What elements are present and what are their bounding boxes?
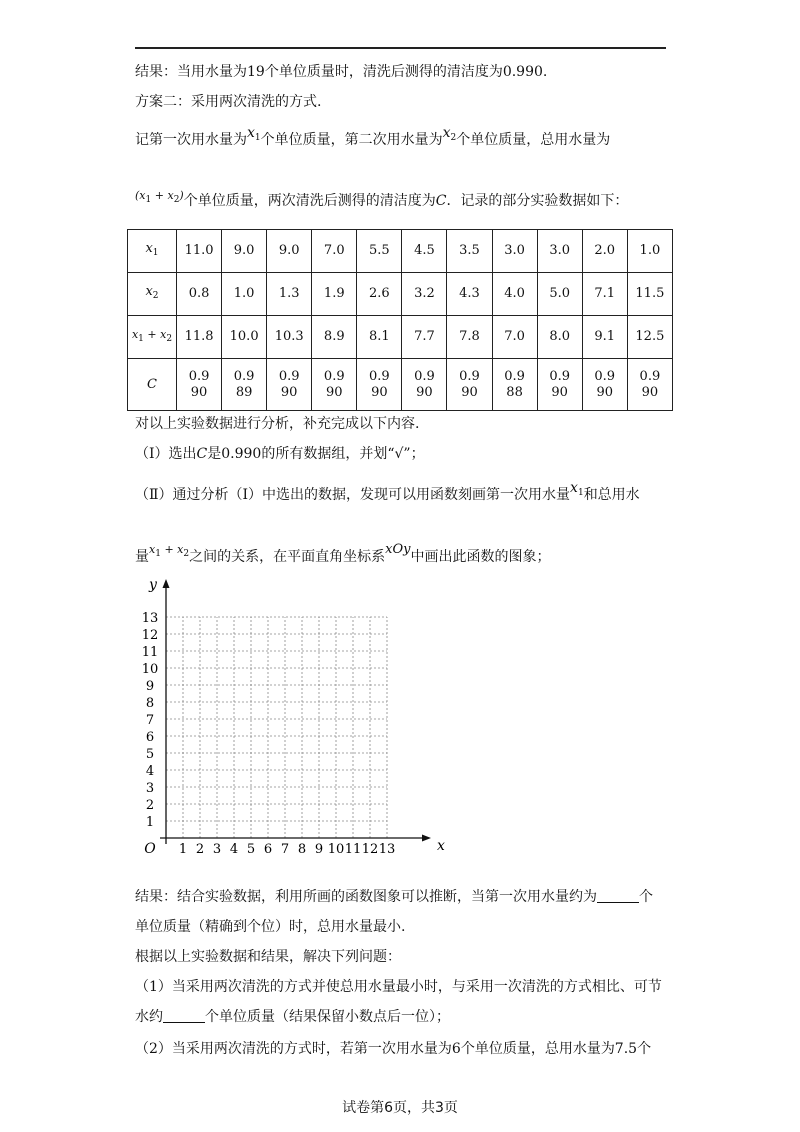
- page-footer: 试卷第6页，共3页: [342, 1100, 458, 1116]
- x-axis-label: x: [437, 838, 445, 854]
- table-cell: 9.0: [222, 230, 267, 273]
- table-cell: 11.5: [627, 273, 672, 316]
- sum-expression: x1 + x2: [149, 543, 190, 559]
- x-tick-label: 9: [314, 842, 324, 857]
- x-tick-label: 12: [361, 842, 379, 857]
- table-cell: 0.8: [177, 273, 222, 316]
- definition-line: 记第一次用水量为$x_1$个单位质量，第二次用水量为$x_2$个单位质量，总用水量为: [135, 125, 611, 148]
- origin-label: O: [144, 841, 156, 857]
- table-cell: 0.990: [537, 359, 582, 411]
- table-cell: 11.8: [177, 316, 222, 359]
- table-row: [128, 359, 673, 411]
- answer-blank[interactable]: [163, 1008, 205, 1023]
- table-cell: 4.0: [492, 273, 537, 316]
- header-rule: [135, 47, 666, 49]
- row-header-x1: $x_1$: [128, 230, 177, 273]
- y-tick-label: 9: [145, 679, 155, 694]
- table-cell: 3.0: [492, 230, 537, 273]
- table-cell: 2.0: [582, 230, 627, 273]
- table-cell: 10.0: [222, 316, 267, 359]
- answer-blank[interactable]: [597, 888, 639, 903]
- y-tick-label: 8: [145, 696, 155, 711]
- table-cell: 0.990: [267, 359, 312, 411]
- row-header-c: C: [128, 359, 177, 411]
- table-row: [128, 230, 673, 273]
- table-cell: 4.3: [447, 273, 492, 316]
- table-cell: 5.5: [357, 230, 402, 273]
- table-cell: 8.0: [537, 316, 582, 359]
- y-tick-label: 10: [141, 662, 159, 677]
- table-cell: 3.2: [402, 273, 447, 316]
- x2-symbol: $x_2$: [442, 125, 457, 143]
- y-tick-label: 2: [145, 798, 155, 813]
- total-water-line: $^{(x_1 + x_2)}$个单位质量，两次清洗后测得的清洁度为C．记录的部分实验数据如下：: [135, 189, 629, 209]
- table-cell: 7.7: [402, 316, 447, 359]
- table-cell: 0.990: [357, 359, 402, 411]
- table-cell: 7.1: [582, 273, 627, 316]
- result-line-1: 结果：当用水量为19个单位质量时，清洗后测得的清洁度为0.990.: [135, 64, 548, 80]
- x-tick-label: 5: [246, 842, 256, 857]
- table-cell: 0.990: [447, 359, 492, 411]
- x1-symbol: $x_1$: [247, 125, 261, 143]
- sum-expression: (x1 + x2): [135, 189, 184, 205]
- table-cell: 8.9: [312, 316, 357, 359]
- task-one-line: （Ⅰ）选出C是0.990的所有数据组，并划“√”；: [135, 446, 425, 462]
- table-cell: 0.990: [177, 359, 222, 411]
- table-cell: 9.1: [582, 316, 627, 359]
- y-tick-label: 12: [141, 628, 159, 643]
- x-tick-label: 8: [297, 842, 307, 857]
- task-two-line-2: 量$^{x_1 + x_2}$之间的关系，在平面直角坐标系xOy中画出此函数的图象；: [135, 542, 551, 565]
- y-tick-label: 13: [141, 611, 159, 626]
- y-tick-label: 11: [141, 645, 159, 660]
- y-tick-label: 1: [145, 815, 155, 830]
- table-cell: 1.0: [222, 273, 267, 316]
- table-row: [128, 316, 673, 359]
- row-header-sum: $x_1 + x_2$: [128, 316, 177, 359]
- table-cell: 1.0: [627, 230, 672, 273]
- table-cell: 0.990: [582, 359, 627, 411]
- analysis-line: 对以上实验数据进行分析，补充完成以下内容.: [135, 416, 420, 432]
- table-cell: 2.6: [357, 273, 402, 316]
- table-cell: 3.0: [537, 230, 582, 273]
- table-cell: 0.990: [627, 359, 672, 411]
- table-cell: 9.0: [267, 230, 312, 273]
- x1-symbol: $x_1$: [570, 480, 584, 498]
- task-two-line: （Ⅱ）通过分析（Ⅰ）中选出的数据，发现可以用函数刻画第一次用水量$x_1$和总用水: [135, 480, 640, 503]
- table-cell: 7.0: [492, 316, 537, 359]
- y-tick-label: 4: [145, 764, 155, 779]
- x-tick-label: 6: [263, 842, 273, 857]
- x-tick-label: 7: [280, 842, 290, 857]
- table-cell: 3.5: [447, 230, 492, 273]
- table-cell: 1.9: [312, 273, 357, 316]
- x-tick-label: 10: [327, 842, 345, 857]
- x-tick-label: 4: [229, 842, 239, 857]
- solve-intro-line: 根据以上实验数据和结果，解决下列问题：: [135, 949, 401, 965]
- coordinate-grid-chart: [130, 575, 445, 860]
- plan-two-line: 方案二：采用两次清洗的方式.: [135, 94, 322, 110]
- x-tick-label: 3: [212, 842, 222, 857]
- question-two-line: （2）当采用两次清洗的方式时，若第一次用水量为6个单位质量，总用水量为7.5个: [135, 1041, 652, 1057]
- y-tick-label: 3: [145, 781, 155, 796]
- table-cell: 0.990: [312, 359, 357, 411]
- result-line-3: 单位质量（精确到个位）时，总用水量最小.: [135, 919, 406, 935]
- y-tick-label: 6: [145, 730, 155, 745]
- table-cell: 1.3: [267, 273, 312, 316]
- table-row: [128, 273, 673, 316]
- experiment-data-table: [127, 229, 673, 411]
- table-cell: 10.3: [267, 316, 312, 359]
- table-cell: 5.0: [537, 273, 582, 316]
- x-tick-label: 11: [344, 842, 362, 857]
- result-line-2: 结果：结合实验数据，利用所画的函数图象可以推断，当第一次用水量约为 个: [135, 889, 653, 905]
- y-axis-label: y: [149, 577, 157, 593]
- table-cell: 7.8: [447, 316, 492, 359]
- y-axis-arrow: [163, 579, 170, 588]
- table-cell: 7.0: [312, 230, 357, 273]
- x-tick-label: 2: [195, 842, 205, 857]
- x-axis-arrow: [422, 835, 431, 842]
- y-tick-label: 5: [145, 747, 155, 762]
- table-cell: 12.5: [627, 316, 672, 359]
- x-tick-label: 13: [378, 842, 396, 857]
- table-cell: 11.0: [177, 230, 222, 273]
- table-cell: 0.989: [222, 359, 267, 411]
- question-one-line-2: 水约 个单位质量（结果保留小数点后一位）；: [135, 1009, 450, 1025]
- table-cell: 0.988: [492, 359, 537, 411]
- table-cell: 4.5: [402, 230, 447, 273]
- x-tick-label: 1: [178, 842, 188, 857]
- table-cell: 8.1: [357, 316, 402, 359]
- question-one-line: （1）当采用两次清洗的方式并使总用水量最小时，与采用一次清洗的方式相比、可节: [135, 979, 662, 995]
- table-cell: 0.990: [402, 359, 447, 411]
- y-tick-label: 7: [145, 713, 155, 728]
- row-header-x2: $x_2$: [128, 273, 177, 316]
